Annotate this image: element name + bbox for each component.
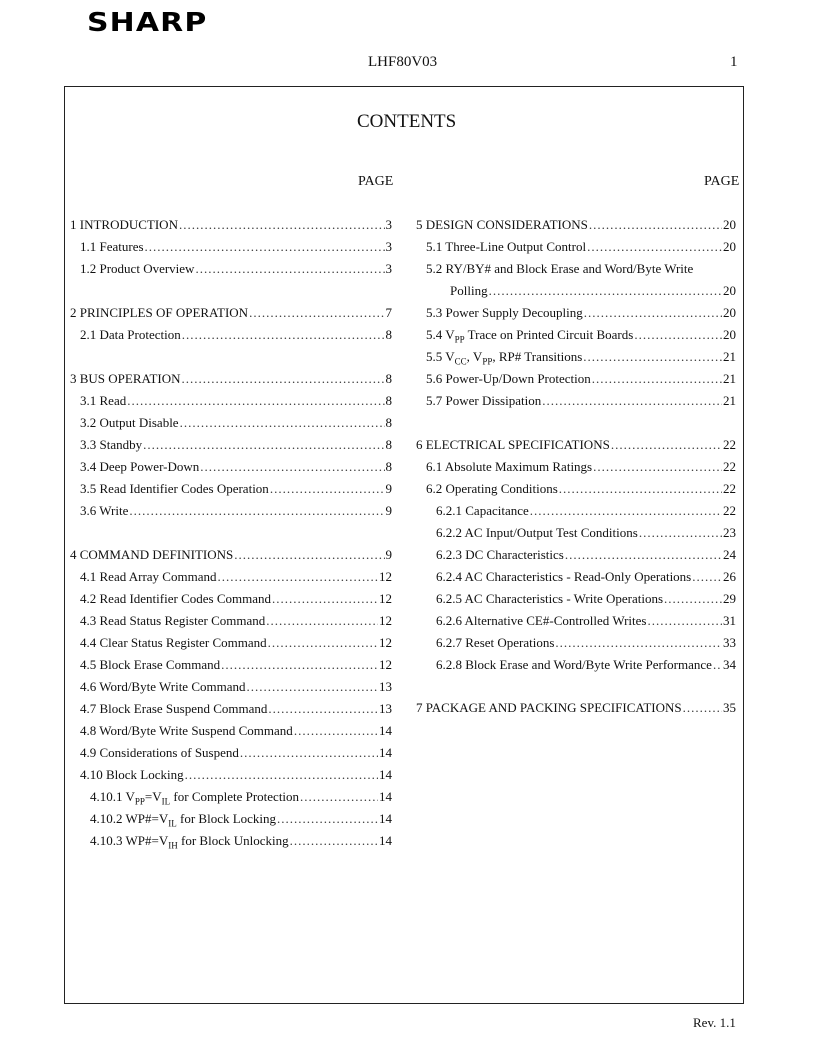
- toc-entry[interactable]: [436, 657, 736, 679]
- toc-entry[interactable]: [70, 547, 392, 569]
- toc-entry[interactable]: [436, 613, 736, 635]
- toc-entry-page: 8: [385, 459, 392, 474]
- toc-entry-page: 23: [723, 525, 736, 540]
- toc-entry[interactable]: [70, 305, 392, 327]
- toc-entry-page: 9: [385, 503, 392, 518]
- toc-entry-page: 14: [379, 767, 392, 782]
- toc-entry-page: 14: [379, 811, 392, 826]
- toc-entry-page: 22: [723, 503, 736, 518]
- toc-entry-page: 9: [385, 547, 392, 562]
- dot-leader: [587, 239, 722, 255]
- toc-entry[interactable]: [80, 635, 392, 657]
- toc-entry-title: 4.8 Word/Byte Write Suspend Command: [80, 723, 293, 738]
- toc-entry-title: 5.7 Power Dissipation: [426, 393, 542, 408]
- toc-entry-title: 3.4 Deep Power-Down: [80, 459, 200, 474]
- toc-entry[interactable]: [80, 481, 392, 503]
- toc-entry-title: 6.2 Operating Conditions: [426, 481, 558, 496]
- toc-entry[interactable]: [90, 811, 392, 833]
- toc-entry-page: 14: [379, 745, 392, 760]
- toc-entry-title: 5.2 RY/BY# and Block Erase and Word/Byte Write: [426, 261, 694, 276]
- toc-entry[interactable]: [90, 789, 392, 811]
- toc-entry-title: 4.9 Considerations of Suspend: [80, 745, 239, 760]
- toc-entry-page: 20: [723, 217, 736, 232]
- toc-entry-title: 3 BUS OPERATION: [70, 371, 181, 386]
- toc-entry-page: 14: [379, 833, 392, 848]
- dot-leader: [129, 503, 384, 519]
- dot-leader: [195, 261, 384, 277]
- toc-entry[interactable]: [80, 239, 392, 261]
- toc-entry-page: 31: [723, 613, 736, 628]
- toc-entry-title: 5 DESIGN CONSIDERATIONS: [416, 217, 588, 232]
- toc-entry-page: 3: [385, 217, 392, 232]
- toc-entry-title: 4 COMMAND DEFINITIONS: [70, 547, 234, 562]
- toc-entry-title: 1.1 Features: [80, 239, 144, 254]
- toc-entry-title: 3.6 Write: [80, 503, 129, 518]
- toc-entry-page: 21: [723, 393, 736, 408]
- toc-entry-page: 20: [723, 283, 736, 298]
- dot-leader: [217, 569, 378, 585]
- toc-entry[interactable]: [426, 305, 736, 327]
- toc-entry-title: 5.1 Three-Line Output Control: [426, 239, 587, 254]
- toc-entry-page: 8: [385, 371, 392, 386]
- toc-entry-page: 12: [379, 591, 392, 606]
- toc-entry-page: 21: [723, 349, 736, 364]
- dot-leader: [294, 723, 378, 739]
- toc-entry-page: 35: [723, 700, 736, 715]
- dot-leader: [592, 371, 722, 387]
- toc-entry-page: 34: [723, 657, 736, 672]
- toc-entry-title: 4.6 Word/Byte Write Command: [80, 679, 246, 694]
- dot-leader: [221, 657, 378, 673]
- toc-entry-page: 14: [379, 789, 392, 804]
- toc-entry[interactable]: [426, 459, 736, 481]
- toc-entry[interactable]: [80, 613, 392, 635]
- toc-entry-title: 6.2.3 DC Characteristics: [436, 547, 564, 562]
- dot-leader: [272, 591, 378, 607]
- toc-entry-page: 26: [723, 569, 736, 584]
- dot-leader: [290, 833, 378, 849]
- toc-entry-page: 13: [379, 701, 392, 716]
- toc-entry-title: 3.5 Read Identifier Codes Operation: [80, 481, 269, 496]
- toc-entry-page: 20: [723, 327, 736, 342]
- toc-entry-page: 33: [723, 635, 736, 650]
- toc-entry[interactable]: [416, 700, 736, 722]
- toc-entry-page: 8: [385, 437, 392, 452]
- toc-entry[interactable]: [416, 217, 736, 239]
- toc-entry-page: 14: [379, 723, 392, 738]
- revision-label: Rev. 1.1: [693, 1015, 736, 1030]
- toc-entry-title: 6 ELECTRICAL SPECIFICATIONS: [416, 437, 610, 452]
- toc-entry[interactable]: [426, 261, 693, 277]
- toc-entry-title: 6.1 Absolute Maximum Ratings: [426, 459, 593, 474]
- toc-entry-page: 24: [723, 547, 736, 562]
- toc-entry-title: 6.2.7 Reset Operations: [436, 635, 555, 650]
- toc-entry-page: 8: [385, 415, 392, 430]
- dot-leader: [143, 437, 384, 453]
- toc-entry-title: Polling: [450, 283, 488, 298]
- dot-leader: [565, 547, 722, 563]
- dot-leader: [127, 393, 384, 409]
- toc-entry-title: 2.1 Data Protection: [80, 327, 181, 342]
- dot-leader: [692, 569, 722, 585]
- dot-leader: [639, 525, 722, 541]
- dot-leader: [185, 767, 378, 783]
- dot-leader: [611, 437, 722, 453]
- right-page-header: PAGE: [704, 174, 740, 189]
- toc-entry-title: 4.5 Block Erase Command: [80, 657, 221, 672]
- toc-entry[interactable]: [80, 745, 392, 767]
- document-id: LHF80V03: [368, 54, 438, 70]
- dot-leader: [664, 591, 722, 607]
- dot-leader: [249, 305, 384, 321]
- toc-entry-title: 4.10.1 $V_{PP}=V_{IL}$ for Complete Protection: [90, 789, 300, 807]
- toc-entry[interactable]: [426, 371, 736, 393]
- toc-entry-page: 8: [385, 327, 392, 342]
- dot-leader: [266, 613, 378, 629]
- toc-entry-title: 6.2.6 Alternative CE#-Controlled Writes: [436, 613, 647, 628]
- toc-entry-title: 1.2 Product Overview: [80, 261, 195, 276]
- toc-entry-title: 6.2.5 AC Characteristics - Write Operations: [436, 591, 664, 606]
- toc-entry[interactable]: [80, 327, 392, 349]
- toc-entry-page: 22: [723, 459, 736, 474]
- dot-leader: [559, 481, 722, 497]
- toc-entry-title: 3.1 Read: [80, 393, 127, 408]
- dot-leader: [270, 481, 385, 497]
- toc-entry[interactable]: [70, 371, 392, 393]
- dot-leader: [583, 349, 722, 365]
- toc-entry[interactable]: [80, 393, 392, 415]
- dot-leader: [489, 283, 722, 299]
- toc-entry[interactable]: [80, 415, 392, 437]
- toc-entry-title: 2 PRINCIPLES OF OPERATION: [70, 305, 249, 320]
- toc-entry[interactable]: [80, 459, 392, 481]
- toc-entry-title: 4.1 Read Array Command: [80, 569, 217, 584]
- dot-leader: [683, 700, 722, 716]
- dot-leader: [713, 657, 722, 673]
- toc-entry[interactable]: [80, 723, 392, 745]
- toc-entry-title: 5.4 $V_{PP}$ Trace on Printed Circuit Boards: [426, 327, 634, 345]
- toc-entry[interactable]: [416, 437, 736, 459]
- toc-entry[interactable]: [80, 591, 392, 613]
- toc-entry[interactable]: [436, 635, 736, 657]
- toc-entry-title: 4.4 Clear Status Register Command: [80, 635, 267, 650]
- toc-entry-title: 6.2.1 Capacitance: [436, 503, 529, 518]
- dot-leader: [182, 327, 385, 343]
- dot-leader: [240, 745, 378, 761]
- toc-entry-title: 3.3 Standby: [80, 437, 143, 452]
- dot-leader: [555, 635, 722, 651]
- dot-leader: [179, 217, 385, 233]
- toc-entry[interactable]: [426, 349, 736, 371]
- page-number: 1: [730, 54, 738, 70]
- toc-entry[interactable]: [80, 767, 392, 789]
- toc-entry-page: 12: [379, 635, 392, 650]
- toc-entry-title: 4.10 Block Locking: [80, 767, 184, 782]
- dot-leader: [647, 613, 722, 629]
- toc-entry-page: 20: [723, 305, 736, 320]
- toc-entry-title: 6.2.8 Block Erase and Word/Byte Write Performance: [436, 657, 712, 672]
- dot-leader: [180, 415, 385, 431]
- dot-leader: [593, 459, 722, 475]
- toc-entry-page: 8: [385, 393, 392, 408]
- toc-entry[interactable]: [436, 503, 736, 525]
- toc-entry[interactable]: [426, 239, 736, 261]
- toc-entry[interactable]: [80, 503, 392, 525]
- dot-leader: [530, 503, 722, 519]
- toc-entry-page: 21: [723, 371, 736, 386]
- toc-entry[interactable]: [426, 327, 736, 349]
- toc-entry[interactable]: [436, 591, 736, 613]
- toc-entry-title: 7 PACKAGE AND PACKING SPECIFICATIONS: [416, 700, 682, 715]
- toc-entry-page: 3: [385, 239, 392, 254]
- toc-entry-title: 6.2.4 AC Characteristics - Read-Only Operations: [436, 569, 692, 584]
- toc-entry-title: 4.3 Read Status Register Command: [80, 613, 266, 628]
- toc-entry[interactable]: [80, 701, 392, 723]
- toc-entry[interactable]: [90, 833, 392, 855]
- toc-entry[interactable]: [436, 525, 736, 547]
- dot-leader: [584, 305, 722, 321]
- toc-entry-page: 12: [379, 657, 392, 672]
- toc-entry[interactable]: [450, 283, 736, 305]
- dot-leader: [182, 371, 385, 387]
- dot-leader: [200, 459, 384, 475]
- toc-entry-title: 4.2 Read Identifier Codes Command: [80, 591, 271, 606]
- dot-leader: [634, 327, 722, 343]
- toc-entry[interactable]: [80, 679, 392, 701]
- toc-entry-title: 5.3 Power Supply Decoupling: [426, 305, 583, 320]
- toc-entry-page: 9: [385, 481, 392, 496]
- dot-leader: [247, 679, 379, 695]
- toc-entry[interactable]: [426, 481, 736, 503]
- toc-entry-page: 12: [379, 613, 392, 628]
- toc-entry-title: 4.10.2 $WP\#=V_{IL}$ for Block Locking: [90, 811, 277, 829]
- sharp-logo: SHARP: [87, 8, 208, 38]
- toc-entry[interactable]: [80, 261, 392, 283]
- toc-entry[interactable]: [426, 393, 736, 415]
- toc-entry-page: 20: [723, 239, 736, 254]
- toc-entry-title: 3.2 Output Disable: [80, 415, 179, 430]
- toc-entry-title: 1 INTRODUCTION: [70, 217, 178, 232]
- dot-leader: [542, 393, 722, 409]
- toc-entry[interactable]: [80, 569, 392, 591]
- toc-entry-page: 3: [385, 261, 392, 276]
- dot-leader: [300, 789, 378, 805]
- toc-entry-title: 5.6 Power-Up/Down Protection: [426, 371, 591, 386]
- dot-leader: [268, 635, 378, 651]
- toc-entry-page: 29: [723, 591, 736, 606]
- toc-entry-title: 4.7 Block Erase Suspend Command: [80, 701, 268, 716]
- toc-entry-page: 13: [379, 679, 392, 694]
- toc-entry-page: 7: [385, 305, 392, 320]
- toc-entry-page: 22: [723, 437, 736, 452]
- dot-leader: [589, 217, 722, 233]
- toc-entry-title: 4.10.3 $WP\#=V_{IH}$ for Block Unlocking: [90, 833, 289, 851]
- dot-leader: [268, 701, 378, 717]
- toc-entry[interactable]: [80, 657, 392, 679]
- dot-leader: [145, 239, 385, 255]
- toc-entry[interactable]: [70, 217, 392, 239]
- toc-entry-page: 12: [379, 569, 392, 584]
- dot-leader: [277, 811, 378, 827]
- left-page-header: PAGE: [358, 174, 394, 189]
- contents-title: CONTENTS: [357, 111, 457, 132]
- dot-leader: [234, 547, 384, 563]
- toc-entry[interactable]: [436, 547, 736, 569]
- toc-entry-title: 5.5 $V_{CC}$, $V_{PP}$, RP# Transitions: [426, 349, 583, 367]
- toc-entry-page: 22: [723, 481, 736, 496]
- toc-entry-title: 6.2.2 AC Input/Output Test Conditions: [436, 525, 638, 540]
- toc-entry[interactable]: [80, 437, 392, 459]
- toc-entry[interactable]: [436, 569, 736, 591]
